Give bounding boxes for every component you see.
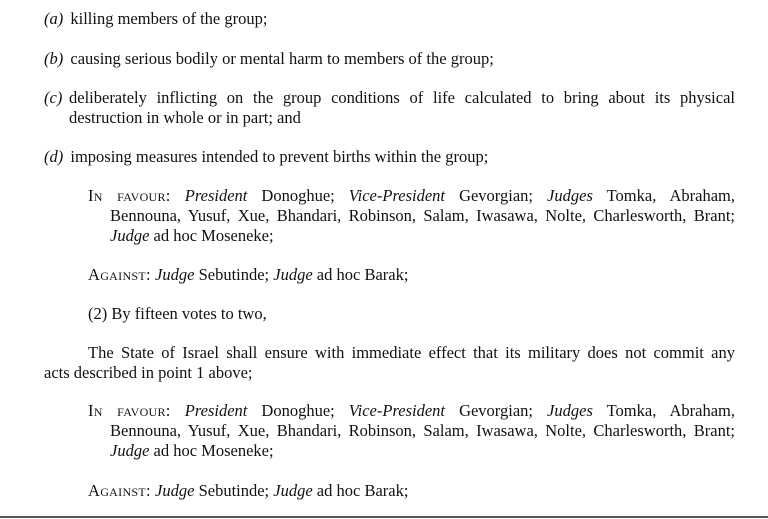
item-marker: (b) (44, 49, 64, 68)
adhoc-judge-title: Judge (110, 441, 150, 460)
adhoc-judge-name: ad hoc Moseneke; (153, 441, 274, 460)
item-text: causing serious bodily or mental harm to members of the group; (70, 49, 494, 68)
item-marker: (a) (44, 9, 64, 28)
point2-heading: (2) By fifteen votes to two, (88, 304, 267, 323)
against-adhoc-title: Judge (273, 265, 313, 284)
judges-title: Judges (547, 401, 593, 420)
item-text: killing members of the group; (70, 9, 268, 28)
vote2-favour-line3 (110, 441, 274, 461)
vice-president-title: Vice-President (348, 186, 446, 205)
in-favour-label: In favour: (88, 186, 171, 205)
point2-text-line2: acts described in point 1 above; (44, 363, 253, 382)
item-text: imposing measures intended to prevent births within the group; (70, 147, 489, 166)
against-adhoc-name: ad hoc Barak; (316, 265, 409, 284)
vice-president-name: Gevorgian; (459, 186, 533, 205)
against-adhoc-name: ad hoc Barak; (316, 481, 409, 500)
vice-president-name: Gevorgian; (459, 401, 533, 420)
president-name: Donoghue; (261, 401, 335, 420)
item-marker: (c) (44, 88, 63, 107)
list-item-b (44, 49, 494, 69)
judges-names: Tomka, Abraham, (606, 401, 735, 420)
item-marker: (d) (44, 147, 64, 166)
adhoc-judge-title: Judge (110, 226, 150, 245)
against-judge-title: Judge (155, 481, 195, 500)
president-title: President (184, 401, 248, 420)
vote2-favour-line1 (88, 401, 735, 421)
vote1-favour-line2: Bennouna, Yusuf, Xue, Bhandari, Robinson, Salam, Iwasawa, Nolte, Charlesworth, Brant; (110, 206, 735, 225)
in-favour-label: In favour: (88, 401, 171, 420)
against-label: Against: (88, 265, 151, 284)
against-judge-title: Judge (155, 265, 195, 284)
vote1-favour-line3 (110, 226, 274, 246)
vote1-against (88, 265, 408, 285)
vote1-favour-line1 (88, 186, 735, 206)
judges-title: Judges (547, 186, 593, 205)
page-bottom-rule (0, 516, 768, 518)
vice-president-title: Vice-President (348, 401, 446, 420)
adhoc-judge-name: ad hoc Moseneke; (153, 226, 274, 245)
against-judge-name: Sebutinde; (198, 265, 270, 284)
vote2-favour-line2: Bennouna, Yusuf, Xue, Bhandari, Robinson, Salam, Iwasawa, Nolte, Charlesworth, Brant; (110, 421, 735, 440)
list-item-d (44, 147, 488, 167)
against-judge-name: Sebutinde; (198, 481, 270, 500)
vote2-against (88, 481, 408, 501)
president-title: President (184, 186, 248, 205)
judges-names: Tomka, Abraham, (606, 186, 735, 205)
list-item-a (44, 9, 267, 29)
point2-text-line1: The State of Israel shall ensure with immediate effect that its military does not commit any (88, 343, 735, 362)
list-item-c-line2: destruction in whole or in part; and (69, 108, 301, 127)
against-adhoc-title: Judge (273, 481, 313, 500)
president-name: Donoghue; (261, 186, 335, 205)
list-item-c-line1: deliberately inflicting on the group conditions of life calculated to bring about its physical (69, 88, 735, 107)
against-label: Against: (88, 481, 151, 500)
